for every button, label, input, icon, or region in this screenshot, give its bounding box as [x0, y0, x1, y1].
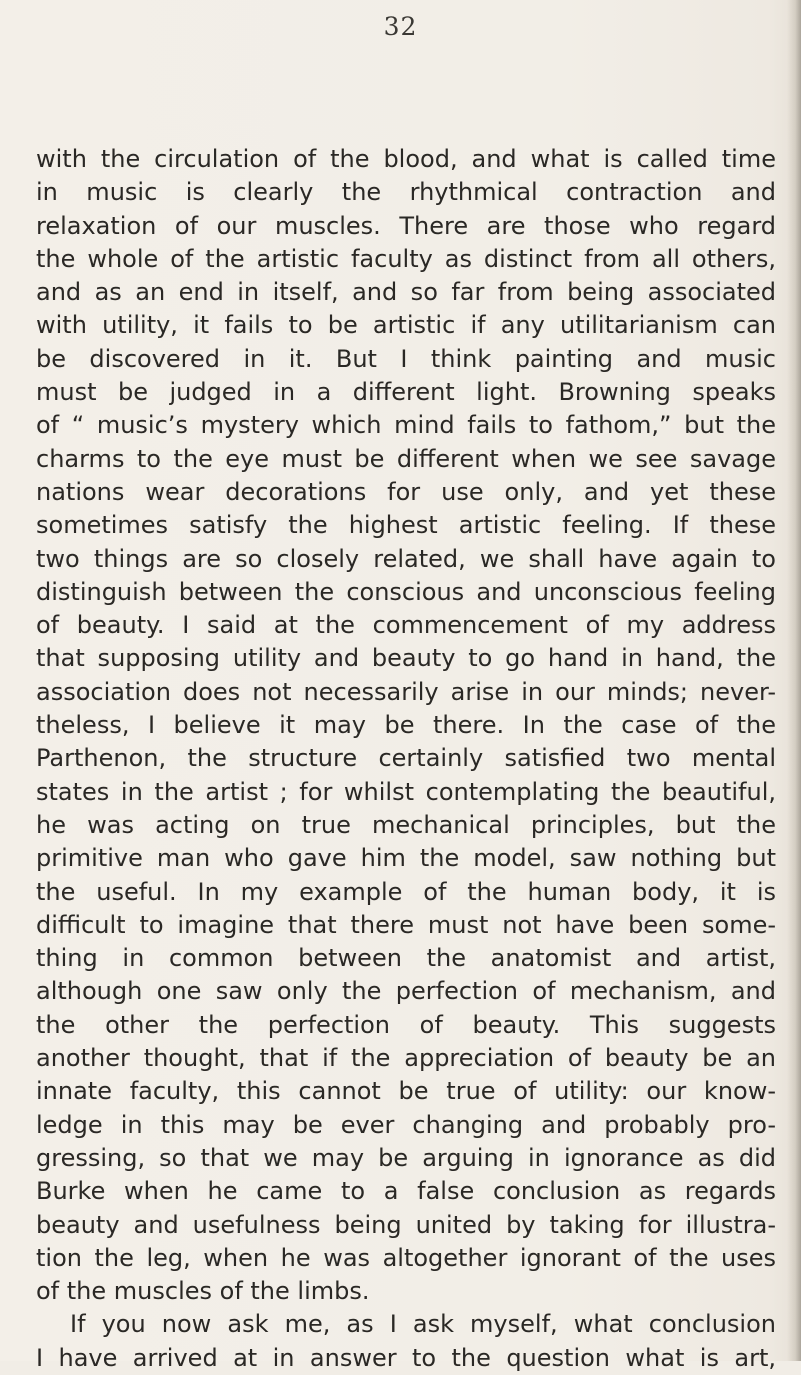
- text-line: although one saw only the perfection of mechanism, and: [36, 977, 776, 1006]
- text-line: that supposing utility and beauty to go hand in hand, the: [36, 644, 776, 673]
- text-line: the useful. In my example of the human body, it is: [36, 877, 776, 906]
- text-line: must be judged in a different light. Browning speaks: [36, 378, 776, 407]
- text-line: beauty and usefulness being united by taking for illustra-: [36, 1210, 776, 1239]
- text-line: the whole of the artistic faculty as distinct from all others,: [36, 244, 776, 273]
- text-line: difficult to imagine that there must not have been some-: [36, 910, 776, 939]
- text-line: of the muscles of the limbs.: [36, 1277, 370, 1306]
- text-line: of “ music’s mystery which mind fails to fathom,” but the: [36, 411, 776, 440]
- text-line: gressing, so that we may be arguing in ignorance as did: [36, 1143, 776, 1172]
- text-line: If you now ask me, as I ask myself, what conclusion: [70, 1310, 776, 1339]
- body-text: [36, 143, 776, 1375]
- text-line: with utility, it fails to be artistic if any utilitarianism can: [36, 311, 776, 340]
- text-line: in music is clearly the rhythmical contraction and: [36, 178, 776, 207]
- text-line: Burke when he came to a false conclusion as regards: [36, 1177, 776, 1206]
- text-line: association does not necessarily arise in our minds; never-: [36, 677, 776, 706]
- text-line: charms to the eye must be different when we see savage: [36, 444, 776, 473]
- text-line: distinguish between the conscious and unconscious feeling: [36, 577, 776, 606]
- text-line: tion the leg, when he was altogether ignorant of the uses: [36, 1243, 776, 1272]
- text-line: nations wear decorations for use only, and yet these: [36, 477, 776, 506]
- text-line: the other the perfection of beauty. This suggests: [36, 1010, 776, 1039]
- page-edge-shadow: [787, 0, 801, 1361]
- text-line: Parthenon, the structure certainly satisfied two mental: [36, 744, 776, 773]
- text-line: of beauty. I said at the commencement of my address: [36, 611, 776, 640]
- text-line: innate faculty, this cannot be true of utility: our know-: [36, 1077, 776, 1106]
- text-line: states in the artist ; for whilst contemplating the beautiful,: [36, 777, 776, 806]
- text-line: he was acting on true mechanical principles, but the: [36, 810, 776, 839]
- text-line: primitive man who gave him the model, saw nothing but: [36, 844, 776, 873]
- text-line: sometimes satisfy the highest artistic feeling. If these: [36, 511, 776, 540]
- text-line: I have arrived at in answer to the question what is art,: [36, 1343, 776, 1372]
- text-line: two things are so closely related, we shall have again to: [36, 544, 776, 573]
- text-line: another thought, that if the appreciation of beauty be an: [36, 1044, 776, 1073]
- text-line: ledge in this may be ever changing and probably pro-: [36, 1110, 776, 1139]
- text-line: relaxation of our muscles. There are those who regard: [36, 211, 776, 240]
- text-line: thing in common between the anatomist and artist,: [36, 944, 776, 973]
- text-line: theless, I believe it may be there. In the case of the: [36, 711, 776, 740]
- page-number: 32: [383, 12, 418, 41]
- text-line: and as an end in itself, and so far from being associated: [36, 278, 776, 307]
- text-line: with the circulation of the blood, and what is called time: [36, 145, 776, 173]
- text-line: be discovered in it. But I think painting and music: [36, 344, 776, 373]
